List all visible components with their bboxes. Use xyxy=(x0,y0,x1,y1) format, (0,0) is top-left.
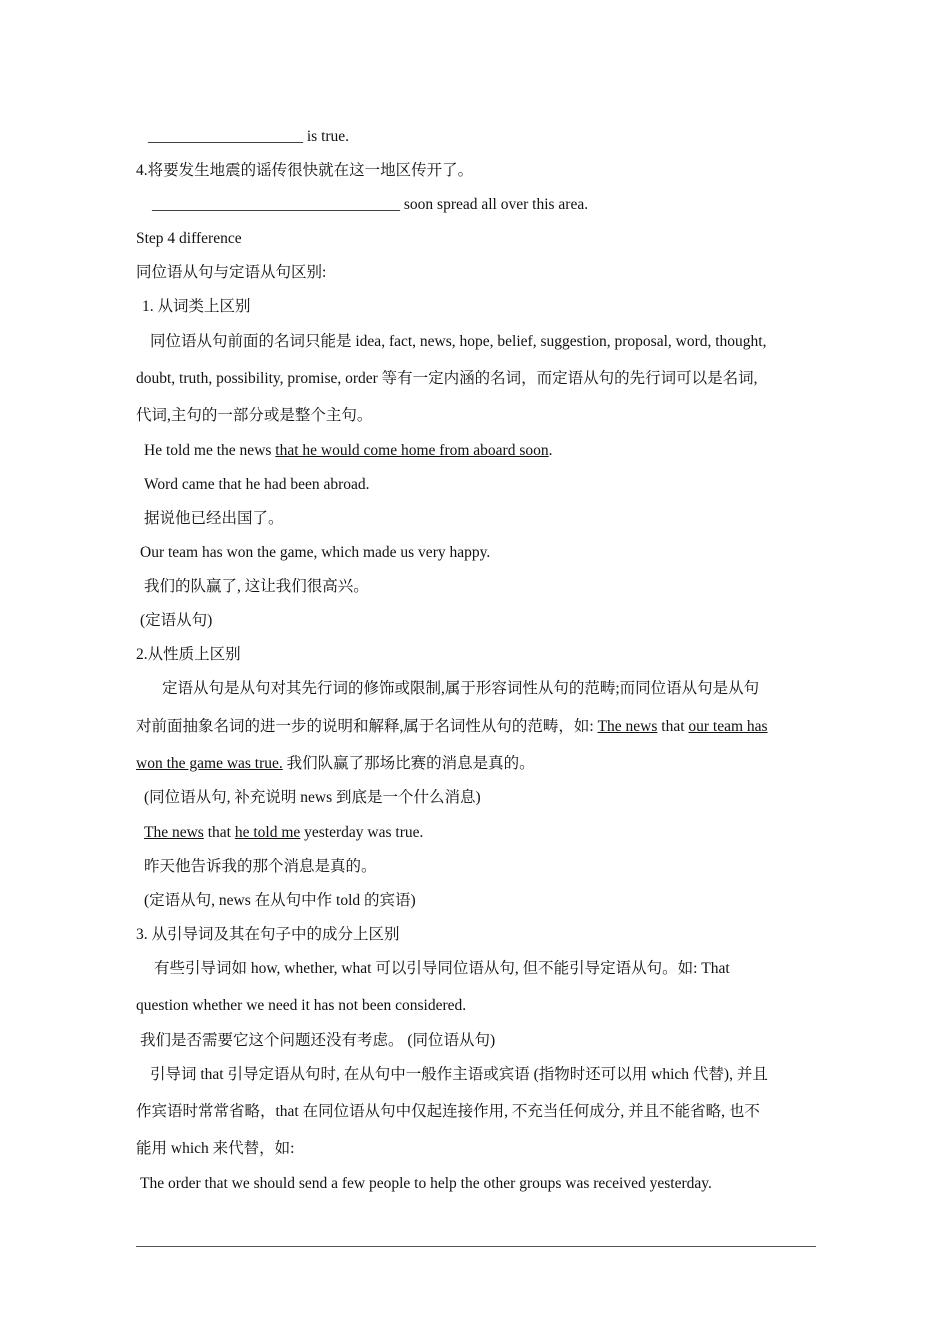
text-span: 对前面抽象名词的进一步的说明和解释,属于名词性从句的范畴，如: xyxy=(136,718,598,735)
underlined-noun: The news xyxy=(597,718,658,735)
text-line xyxy=(136,717,816,737)
text-span: that xyxy=(657,718,689,735)
text-line: 作宾语时常常省略，that 在同位语从句中仅起连接作用, 不充当任何成分, 并且不能省略, 也不 xyxy=(136,1103,760,1120)
text-line: 代词,主句的一部分或是整个主句。 xyxy=(136,407,373,424)
example-text: He told me the news xyxy=(144,442,276,459)
note-line: (定语从句, news 在从句中作 told 的宾语) xyxy=(144,892,416,909)
translation-line: 据说他已经出国了。 xyxy=(144,510,284,527)
note-line: (同位语从句, 补充说明 news 到底是一个什么消息) xyxy=(144,789,481,806)
example-line: The order that we should send a few people to help the other groups was received yesterday. xyxy=(140,1175,712,1192)
footer-divider xyxy=(136,1246,816,1247)
text-line: question whether we need it has not been considered. xyxy=(136,997,467,1014)
text-line: doubt, truth, possibility, promise, order 等有一定内涵的名词，而定语从句的先行词可以是名词, xyxy=(136,370,758,387)
text-line: 同位语从句与定语从句区别: xyxy=(136,264,327,281)
section-heading: Step 4 difference xyxy=(136,230,242,247)
translation-line: 昨天他告诉我的那个消息是真的。 xyxy=(144,858,377,875)
text-line: ____________________ is true. xyxy=(148,128,350,145)
text-line: 同位语从句前面的名词只能是 idea, fact, news, hope, belief, suggestion, proposal, word, thought, xyxy=(150,333,767,350)
subsection-heading: 2.从性质上区别 xyxy=(136,646,241,663)
translation-line: 我们是否需要它这个问题还没有考虑。 (同位语从句) xyxy=(140,1032,496,1049)
text-line: 4.将要发生地震的谣传很快就在这一地区传开了。 xyxy=(136,162,474,179)
note-line: (定语从句) xyxy=(140,612,213,629)
subsection-heading: 1. 从词类上区别 xyxy=(142,298,251,315)
text-span: 我们队赢了那场比赛的消息是真的。 xyxy=(282,755,535,772)
text-line: 有些引导词如 how, whether, what 可以引导同位语从句, 但不能引导定语从句。如: That xyxy=(154,960,730,977)
underlined-clause: won the game was true. xyxy=(136,755,283,772)
text-line: 能用 which 来代替，如: xyxy=(136,1140,295,1157)
translation-line: 我们的队赢了, 这让我们很高兴。 xyxy=(144,578,369,595)
text-line: ________________________________ soon spread all over this area. xyxy=(152,196,589,213)
underlined-clause: he told me xyxy=(234,824,301,841)
example-line xyxy=(144,441,824,461)
text-line: 引导词 that 引导定语从句时, 在从句中一般作主语或宾语 (指物时还可以用 which 代替), 并且 xyxy=(150,1066,768,1083)
underlined-noun: The news xyxy=(144,824,204,841)
text-span: that xyxy=(203,824,235,841)
text-span: yesterday was true. xyxy=(300,824,424,841)
text-line xyxy=(136,754,816,774)
example-line: Our team has won the game, which made us very happy. xyxy=(140,544,491,561)
underlined-clause: that he would come home from aboard soon xyxy=(275,442,549,459)
example-text: . xyxy=(548,442,553,459)
example-line xyxy=(144,823,824,843)
example-line: Word came that he had been abroad. xyxy=(144,476,370,493)
underlined-clause: our team has xyxy=(688,718,768,735)
subsection-heading: 3. 从引导词及其在句子中的成分上区别 xyxy=(136,926,400,943)
text-line: 定语从句是从句对其先行词的修饰或限制,属于形容词性从句的范畴;而同位语从句是从句 xyxy=(162,680,760,697)
